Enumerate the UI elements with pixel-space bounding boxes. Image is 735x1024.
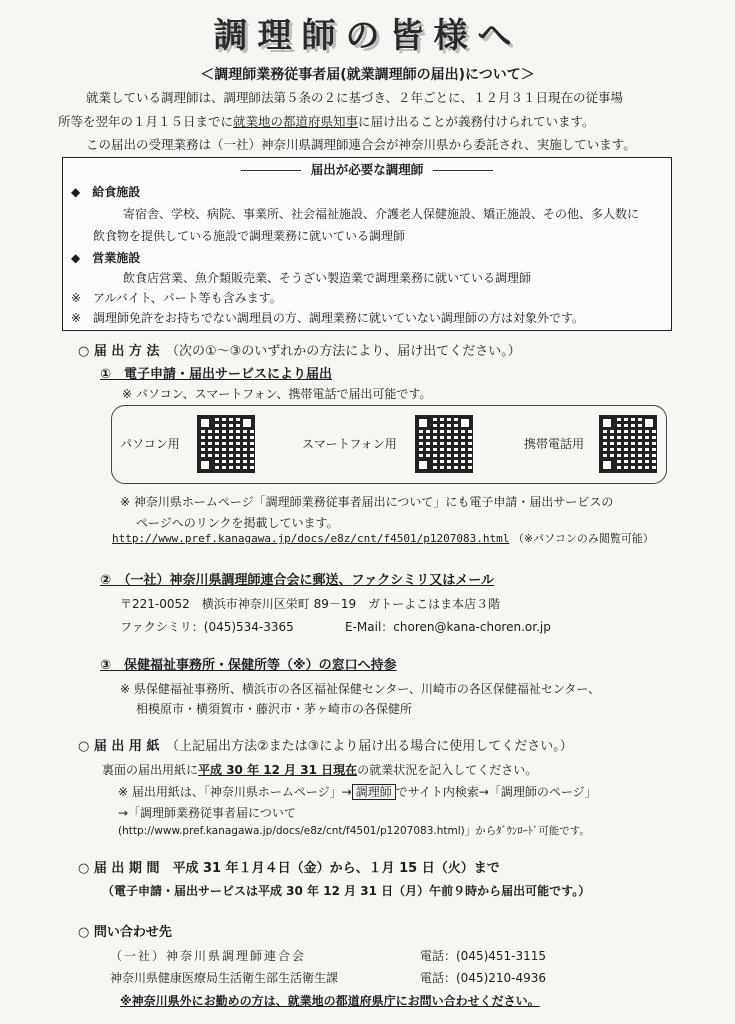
option-2-fax: ファクシミリ：(045)534-3365 <box>120 620 294 634</box>
reference-date: 平成 30 年 12 月 31 日現在 <box>198 763 358 777</box>
form-heading: ○ 届 出 用 紙 （上記届出方法②または③により届け出る場合に使用してください。） <box>78 739 573 754</box>
search-keyword: 調理師 <box>352 784 396 800</box>
option-3-title: ③ 保健福祉事務所・保健所等（※）の窓口へ持参 <box>100 658 397 673</box>
form-line-1: 裏面の届出用紙に平成 30 年 12 月 31 日現在の就業状況を記入してください。 <box>102 763 538 777</box>
page-title: 調理師の皆様へ <box>213 16 522 56</box>
intro-line-1: 就業している調理師は、調理師法第５条の２に基づき、２年ごとに、１２月３１日現在の従事場 <box>86 90 624 105</box>
form-note-3: (http://www.pref.kanagawa.jp/docs/e8z/cnt/f4501/p1207083.html)」からﾀﾞｳﾝﾛｰﾄﾞ可能です。 <box>118 825 590 837</box>
box-heading: 届出が必要な調理師 <box>63 162 671 179</box>
contact-footer-note: ※神奈川県外にお勤めの方は、就業地の都道府県庁にお問い合わせください。 <box>120 994 540 1008</box>
contact-org-1: （一社）神奈川県調理師連合会 <box>110 949 307 963</box>
contact-org-2: 神奈川県健康医療局生活衛生部生活衛生課 <box>110 971 339 985</box>
option-1-link-note-1: ※ 神奈川県ホームページ「調理師業務従事者届出について」にも電子申請・届出サービスの <box>120 495 614 509</box>
qr-label-mobile: 携帯電話用 <box>524 437 585 451</box>
subtitle: ＜調理師業務従事者届(就業調理師の届出)について＞ <box>200 67 535 83</box>
box-item-2-line-1: 飲食店営業、魚介類販売業、そうざい製造業で調理業務に就いている調理師 <box>123 271 532 285</box>
qr-code-pc-icon[interactable] <box>198 416 254 472</box>
qr-code-smartphone-icon[interactable] <box>416 416 472 472</box>
option-2-title: ② （一社）神奈川県調理師連合会に郵送、ファクシミリ又はメール <box>100 573 494 588</box>
form-note-1: ※ 届出用紙は、「神奈川県ホームページ」→ 調理師 でサイト内検索→「調理師のページ」 <box>118 785 597 799</box>
box-item-1-line-2: 飲食物を提供している施設で調理業務に就いている調理師 <box>93 229 406 243</box>
option-1-note: ※ パソコン、スマートフォン、携帯電話で届出可能です。 <box>122 387 432 401</box>
box-item-2-title: ◆ 営業施設 <box>71 251 141 265</box>
option-1-title: ① 電子申請・届出サービスにより届出 <box>100 367 333 382</box>
qr-code-panel <box>111 405 667 484</box>
qr-code-mobile-icon[interactable] <box>600 416 656 472</box>
method-heading: ○ 届 出 方 法 （次の①～③のいずれかの方法により、届け出てください。） <box>78 344 521 359</box>
intro-line-3: この届出の受理業務は（一社）神奈川県調理師連合会が神奈川県から委託され、実施しています。 <box>86 137 636 152</box>
box-note-2: ※ 調理師免許をお持ちでない調理員の方、調理業務に就いていない調理師の方は対象外です。 <box>71 311 584 325</box>
option-3-note-1: ※ 県保健福祉事務所、横浜市の各区福祉保健センター、川崎市の各区保健福祉センター、 <box>120 682 600 696</box>
box-item-1-line-1: 寄宿舎、学校、病院、事業所、社会福祉施設、介護老人保健施設、矯正施設、その他、多人数に <box>123 207 640 221</box>
qr-label-pc: パソコン用 <box>120 437 180 451</box>
intro-line-2: 所等を翌年の１月１５日までに就業地の都道府県知事に届け出ることが義務付けられています。 <box>58 114 595 129</box>
period-note: （電子申請・届出サービスは平成 30 年 12 月 31 日（月）午前９時から届出可能です。） <box>102 884 591 898</box>
box-item-1-title: ◆ 給食施設 <box>71 185 141 199</box>
option-1-url-line: http://www.pref.kanagawa.jp/docs/e8z/cnt/f4501/p1207083.html （※パソコンのみ閲覧可能） <box>112 532 654 545</box>
qr-label-smartphone: スマートフォン用 <box>302 437 397 451</box>
option-1-link-note-2: ページへのリンクを掲載しています。 <box>136 516 339 530</box>
prefectural-governor: 就業地の都道府県知事 <box>233 114 359 129</box>
option-2-address: 〒221-0052 横浜市神奈川区栄町 89－19 ガトーよこはま本店３階 <box>120 597 501 611</box>
option-3-note-2: 相模原市・横須賀市・藤沢市・茅ヶ崎市の各保健所 <box>136 702 413 716</box>
prefecture-page-link[interactable]: http://www.pref.kanagawa.jp/docs/e8z/cnt/f4501/p1207083.html <box>112 532 510 545</box>
contact-tel-2: 電話：(045)210-4936 <box>420 971 547 985</box>
required-cooks-box <box>62 157 672 331</box>
form-note-2: →「調理師業務従事者届について <box>118 806 296 820</box>
period-heading: ○ 届 出 期 間 平成 31 年１月４日（金）から、１月 15 日（火）まで <box>78 861 500 876</box>
box-note-1: ※ アルバイト、パート等も含みます。 <box>71 291 282 305</box>
option-2-email[interactable]: E-Mail：choren@kana-choren.or.jp <box>345 620 551 634</box>
contact-heading: ○ 問い合わせ先 <box>78 925 172 940</box>
contact-tel-1: 電話：(045)451-3115 <box>420 949 547 963</box>
